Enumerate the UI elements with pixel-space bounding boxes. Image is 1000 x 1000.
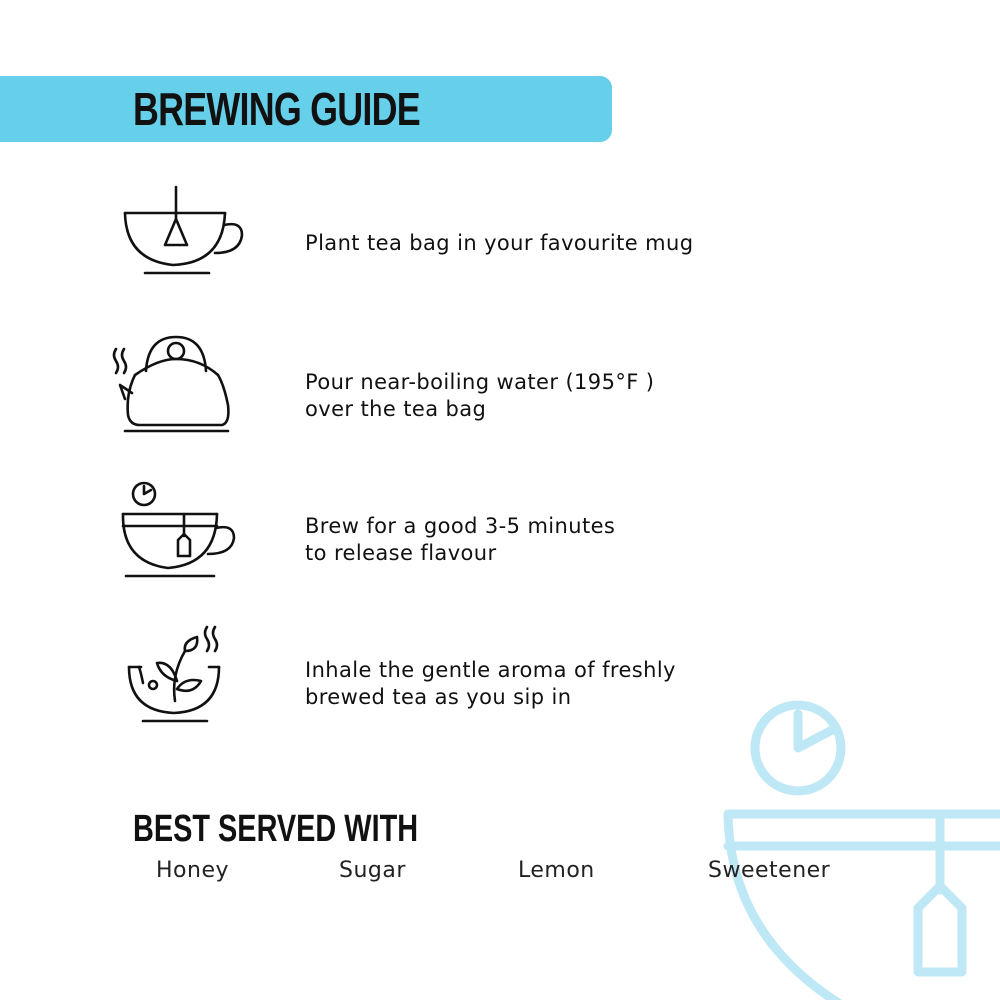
timer-tea-cup-icon	[118, 478, 243, 580]
aroma-leaves-bowl-icon	[125, 623, 225, 725]
step-2-text	[305, 369, 654, 423]
option-honey: Honey	[156, 858, 230, 883]
step-1-line-1: Plant tea bag in your favourite mug	[305, 231, 694, 255]
step-3-line-1: Brew for a good 3-5 minutes	[305, 514, 616, 538]
kettle-icon	[108, 335, 238, 440]
step-2-line-1: Pour near-boiling water (195°F )	[305, 370, 655, 394]
step-4-line-2: brewed tea as you sip in	[305, 685, 572, 709]
step-4-text	[305, 657, 676, 711]
step-3-line-2: to release flavour	[305, 541, 497, 565]
step-3-text	[305, 513, 615, 567]
step-2-line-2: over the tea bag	[305, 397, 487, 421]
step-1-text	[305, 230, 693, 257]
option-sugar: Sugar	[339, 858, 406, 883]
page-title: BREWING GUIDE	[133, 83, 420, 135]
decorative-timer-tea-cup-icon	[700, 690, 1000, 1000]
best-served-title: BEST SERVED WITH	[133, 808, 419, 850]
tea-bag-mug-icon	[118, 185, 248, 280]
step-4-line-1: Inhale the gentle aroma of freshly	[305, 658, 676, 682]
option-sweetener: Sweetener	[708, 858, 831, 883]
option-lemon: Lemon	[518, 858, 595, 883]
